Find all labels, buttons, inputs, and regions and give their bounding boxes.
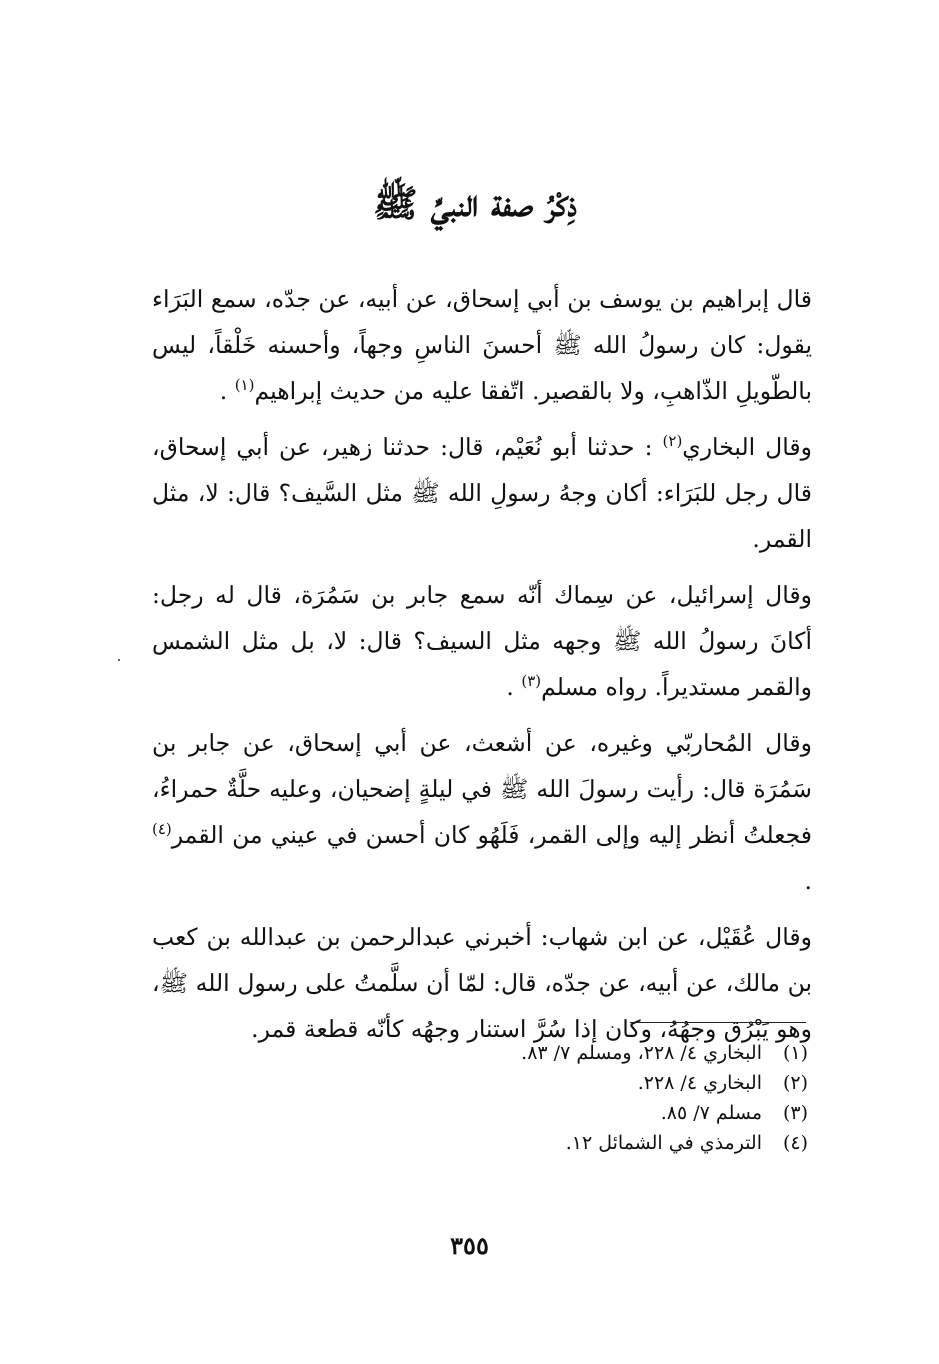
footnote-reference[interactable]: (٣) [521, 672, 542, 690]
paragraph-5 [152, 914, 812, 1052]
paragraph-text: قال إبراهيم بن يوسف بن أبي إسحاق، عن أبيه، عن جدّه، سمع البَرَاء يقول: كان رسولُ الله ﷺ أحسنَ الناسِ وجهاً، وأحسنه خَلْقاً، ليس بالطّويلِ الذّاهبِ، ولا بالقصير. اتّفقا عليه من حديث إبراهيم [152, 285, 812, 405]
footnote-item [152, 1098, 808, 1128]
footnote-item [152, 1128, 808, 1158]
footnote-text: البخاري ٤/ ٢٢٨. [637, 1072, 762, 1094]
paragraph-text: وقال المُحاربّي وغيره، عن أشعث، عن أبي إسحاق، عن جابر بن سَمُرَة قال: رأيت رسولَ الله ﷺ في ليلةٍ إضحيان، وعليه حلَّةٌ حمراءُ، فجعلتُ أنظر إليه وإلى القمر، فَلَهُو كان أحسن في عيني من القمر [152, 729, 812, 849]
paragraph-tail: . [506, 673, 522, 701]
footnote-separator [630, 1022, 806, 1023]
paragraph-tail: . [804, 867, 812, 895]
paragraph-2 [152, 424, 812, 562]
paragraph-tail: : حدثنا أبو نُعَيْم، قال: حدثنا زهير، عن أبي إسحاق، قال رجل للبَرَاء: أكان وجهُ رسولِ الله ﷺ مثل السَّيف؟ قال: لا، مثل القمر. [152, 433, 812, 553]
footnote-reference[interactable]: (١) [234, 376, 255, 394]
paragraph-tail: . [219, 377, 235, 405]
footnote-reference[interactable]: (٢) [662, 432, 683, 450]
paragraph-3 [152, 572, 812, 710]
footnote-text: مسلم ٧/ ٨٥. [660, 1102, 762, 1124]
footnotes-list [152, 1038, 808, 1158]
footnote-item [152, 1068, 808, 1098]
paragraph-text: وقال إسرائيل، عن سِماك أنّه سمع جابر بن سَمُرَة، قال له رجل: أكانَ رسولُ الله ﷺ وجهه مثل السيف؟ قال: لا، بل مثل الشمس والقمر مستديراً. رواه مسلم [152, 581, 812, 701]
footnote-number: (١) [782, 1042, 808, 1064]
paragraph-4 [152, 720, 812, 904]
paragraph-text: وقال عُقَيْل، عن ابن شهاب: أخبرني عبدالرحمن بن عبدالله بن كعب بن مالك، عن أبيه، عن جدّه، قال: لمّا أن سلَّمتُ على رسول الله ﷺ، وهو يَبْرُق وجهُهُ، وكان إذا سُرَّ استنار وجهُه كأنّه قطعة قمر. [152, 923, 812, 1043]
footnote-text: البخاري ٤/ ٢٢٨، ومسلم ٧/ ٨٣. [521, 1042, 762, 1064]
footnote-item [152, 1038, 808, 1068]
paragraph-1 [152, 276, 812, 414]
page-number: ٣٥٥ [450, 1231, 489, 1260]
margin-mark [118, 659, 120, 661]
body-text [152, 276, 812, 1062]
paragraph-text: وقال البخاري [682, 433, 812, 461]
footnote-reference[interactable]: (٤) [152, 820, 172, 838]
footnote-number: (٢) [782, 1072, 808, 1094]
footnote-number: (٣) [782, 1102, 808, 1124]
footnote-number: (٤) [782, 1132, 808, 1154]
footnote-text: الترمذي في الشمائل ١٢. [565, 1132, 762, 1154]
page-title: ذِكْرُ صفة النبيِّ ﷺ [373, 180, 577, 225]
